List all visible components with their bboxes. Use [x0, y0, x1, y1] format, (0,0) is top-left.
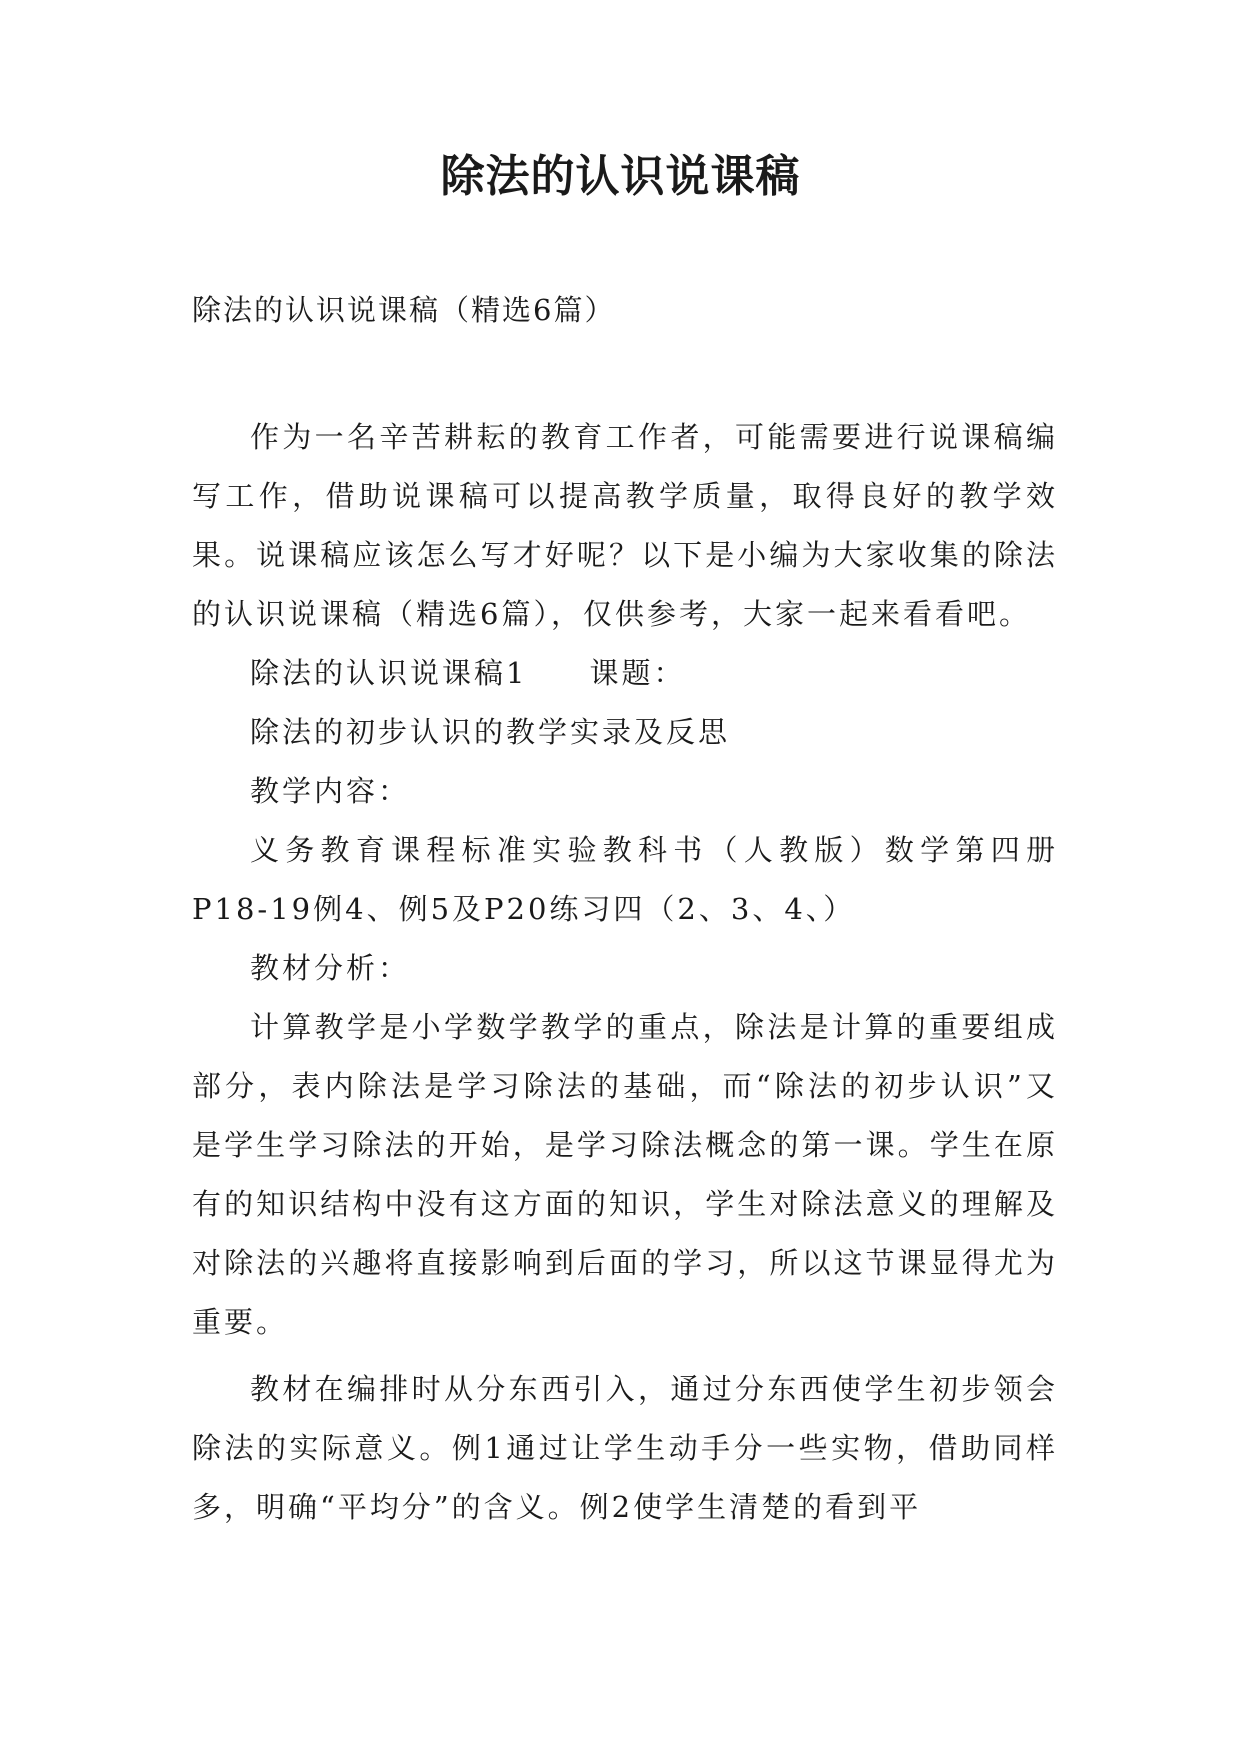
analysis-paragraph-2: 教材在编排时从分东西引入，通过分东西使学生初步领会除法的实际意义。例1通过让学生动手分一些实物，借助同样多，明确“平均分”的含义。例2使学生清楚的看到平: [192, 1372, 1058, 1524]
intro-paragraph: 作为一名辛苦耕耘的教育工作者，可能需要进行说课稿编写工作，借助说课稿可以提高教学质量，取得良好的教学效果。说课稿应该怎么写才好呢？以下是小编为大家收集的除法的认识说课稿（精选6篇），仅供参考，大家一起来看看吧。: [192, 420, 1058, 631]
analysis-label: 教材分析：: [250, 951, 411, 985]
section-heading-line: [192, 644, 1058, 703]
document-title: 除法的认识说课稿: [440, 151, 801, 202]
topic-label: 课题：: [589, 656, 686, 690]
content-label: 教学内容：: [250, 774, 411, 808]
section1-heading: 除法的认识说课稿1: [250, 656, 528, 690]
topic-text: 除法的初步认识的教学实录及反思: [250, 715, 731, 749]
content-text: 义务教育课程标准实验教科书（人教版）数学第四册P18-19例4、例5及P20练习四（2、3、4、）: [192, 833, 1058, 926]
analysis-paragraph-1: 计算教学是小学数学教学的重点，除法是计算的重要组成部分，表内除法是学习除法的基础，而“除法的初步认识”又是学生学习除法的开始，是学习除法概念的第一课。学生在原有的知识结构中没有这方面的知识，学生对除法意义的理解及对除法的兴趣将直接影响到后面的学习，所以这节课显得尤为重要。: [192, 1010, 1058, 1339]
document-body: [192, 408, 1058, 1537]
document-subtitle: 除法的认识说课稿（精选6篇）: [192, 293, 616, 327]
